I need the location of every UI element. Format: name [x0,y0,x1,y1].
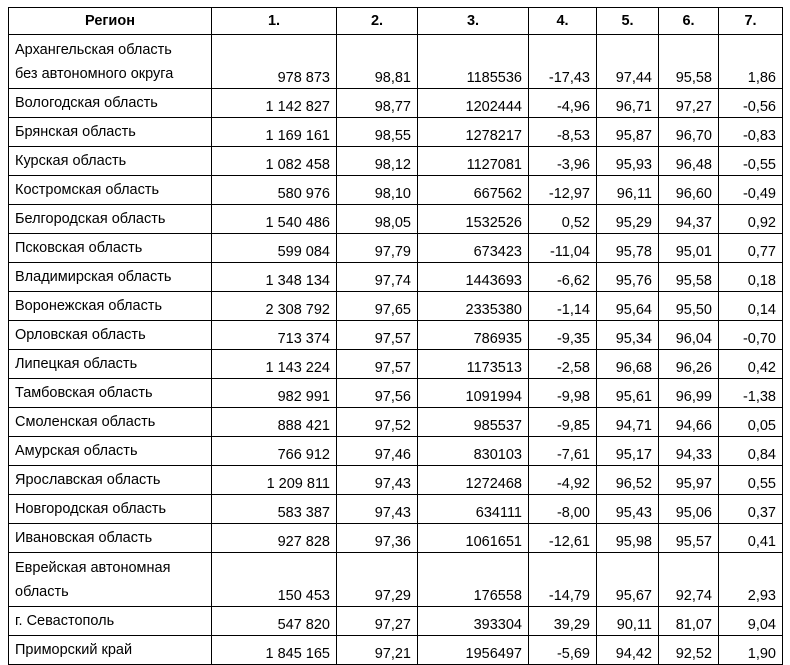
region-name-cell [9,292,212,321]
value-cell-col-1: 1 082 458 [212,147,337,176]
value-cell-col-4: -5,69 [529,636,597,665]
value-cell-col-6: 92,52 [659,636,719,665]
value-cell-col-1: 1 142 827 [212,89,337,118]
region-name-cell [9,147,212,176]
column-header-5: 5. [597,8,659,35]
value-cell-col-3: 1956497 [418,636,529,665]
region-name-cell [9,636,212,665]
region-name-line: г. Севастополь [15,613,115,629]
value-cell-col-5: 95,43 [597,495,659,524]
value-cell-col-2: 97,36 [337,524,418,553]
value-cell-col-6: 95,06 [659,495,719,524]
value-cell-col-3: 1127081 [418,147,529,176]
value-cell-col-5: 94,71 [597,408,659,437]
value-cell-col-2: 97,43 [337,495,418,524]
value-cell-col-5: 95,76 [597,263,659,292]
value-cell-col-3: 1272468 [418,466,529,495]
value-cell-col-3: 2335380 [418,292,529,321]
value-cell-col-1: 1 209 811 [212,466,337,495]
region-name-line: без автономного округа [15,66,174,82]
value-cell-col-3: 393304 [418,607,529,636]
value-cell-col-2: 97,79 [337,234,418,263]
value-cell-col-4: -4,92 [529,466,597,495]
table-row [9,466,783,495]
value-cell-col-4: -9,35 [529,321,597,350]
value-cell-col-5: 95,87 [597,118,659,147]
value-cell-col-3: 786935 [418,321,529,350]
value-cell-col-4: -14,79 [529,553,597,607]
value-cell-col-1: 1 143 224 [212,350,337,379]
value-cell-col-5: 95,29 [597,205,659,234]
value-cell-col-5: 95,78 [597,234,659,263]
value-cell-col-5: 95,17 [597,437,659,466]
region-name-cell [9,176,212,205]
table-row [9,234,783,263]
value-cell-col-7: -0,83 [719,118,783,147]
value-cell-col-5: 97,44 [597,35,659,89]
value-cell-col-6: 97,27 [659,89,719,118]
value-cell-col-1: 927 828 [212,524,337,553]
value-cell-col-3: 667562 [418,176,529,205]
region-name-cell [9,263,212,292]
value-cell-col-6: 92,74 [659,553,719,607]
value-cell-col-5: 95,67 [597,553,659,607]
value-cell-col-7: 1,90 [719,636,783,665]
table-row [9,636,783,665]
value-cell-col-3: 176558 [418,553,529,607]
table-row [9,437,783,466]
value-cell-col-6: 95,58 [659,35,719,89]
value-cell-col-7: 9,04 [719,607,783,636]
value-cell-col-7: 0,05 [719,408,783,437]
table-row [9,379,783,408]
region-name-line: Псковская область [15,240,143,256]
value-cell-col-4: -9,98 [529,379,597,408]
value-cell-col-6: 94,66 [659,408,719,437]
value-cell-col-1: 583 387 [212,495,337,524]
value-cell-col-1: 580 976 [212,176,337,205]
value-cell-col-2: 98,10 [337,176,418,205]
column-header-2: 2. [337,8,418,35]
value-cell-col-3: 1061651 [418,524,529,553]
value-cell-col-6: 95,01 [659,234,719,263]
value-cell-col-5: 95,98 [597,524,659,553]
region-name-line: Тамбовская область [15,385,153,401]
region-name-cell [9,321,212,350]
value-cell-col-4: -4,96 [529,89,597,118]
value-cell-col-1: 982 991 [212,379,337,408]
value-cell-col-5: 96,71 [597,89,659,118]
region-name-cell [9,205,212,234]
region-name-line: Липецкая область [15,356,138,372]
region-name-line: Белгородская область [15,211,166,227]
table-header-row [9,8,783,35]
value-cell-col-2: 97,57 [337,321,418,350]
region-name-cell [9,350,212,379]
value-cell-col-7: 2,93 [719,553,783,607]
value-cell-col-7: -0,49 [719,176,783,205]
value-cell-col-7: 0,18 [719,263,783,292]
region-name-line: Приморский край [15,642,133,658]
value-cell-col-4: -3,96 [529,147,597,176]
value-cell-col-7: -0,70 [719,321,783,350]
table-row [9,89,783,118]
value-cell-col-3: 830103 [418,437,529,466]
value-cell-col-2: 98,81 [337,35,418,89]
table-row [9,350,783,379]
value-cell-col-1: 1 540 486 [212,205,337,234]
region-name-cell [9,437,212,466]
value-cell-col-4: -17,43 [529,35,597,89]
value-cell-col-1: 1 845 165 [212,636,337,665]
value-cell-col-1: 978 873 [212,35,337,89]
region-name-line: Амурская область [15,443,138,459]
value-cell-col-4: -6,62 [529,263,597,292]
value-cell-col-6: 96,26 [659,350,719,379]
value-cell-col-6: 96,70 [659,118,719,147]
value-cell-col-5: 95,64 [597,292,659,321]
column-header-6: 6. [659,8,719,35]
value-cell-col-2: 97,65 [337,292,418,321]
value-cell-col-7: -0,55 [719,147,783,176]
region-name-line: Владимирская область [15,269,172,285]
table-row [9,263,783,292]
value-cell-col-2: 98,77 [337,89,418,118]
region-name-cell [9,466,212,495]
region-name-line: Воронежская область [15,298,163,314]
region-name-cell [9,89,212,118]
value-cell-col-6: 81,07 [659,607,719,636]
value-cell-col-2: 97,52 [337,408,418,437]
table-row [9,607,783,636]
value-cell-col-3: 1091994 [418,379,529,408]
region-name-line: Ивановская область [15,530,153,546]
value-cell-col-1: 150 453 [212,553,337,607]
value-cell-col-3: 1185536 [418,35,529,89]
value-cell-col-4: -9,85 [529,408,597,437]
value-cell-col-6: 94,37 [659,205,719,234]
value-cell-col-3: 1278217 [418,118,529,147]
region-name-cell [9,524,212,553]
region-name-line: Новгородская область [15,501,167,517]
value-cell-col-3: 1202444 [418,89,529,118]
value-cell-col-3: 1532526 [418,205,529,234]
value-cell-col-2: 97,46 [337,437,418,466]
region-name-line: Еврейская автономная [15,560,171,576]
region-name-line: Вологодская область [15,95,158,111]
value-cell-col-7: 0,37 [719,495,783,524]
value-cell-col-2: 97,21 [337,636,418,665]
region-name-line: Костромская область [15,182,160,198]
value-cell-col-7: 0,84 [719,437,783,466]
region-name-line: Архангельская область [15,42,172,58]
value-cell-col-2: 97,29 [337,553,418,607]
table-row [9,292,783,321]
value-cell-col-2: 97,27 [337,607,418,636]
region-name-cell [9,495,212,524]
value-cell-col-5: 94,42 [597,636,659,665]
value-cell-col-3: 1443693 [418,263,529,292]
table-row [9,35,783,89]
value-cell-col-4: -8,53 [529,118,597,147]
value-cell-col-2: 97,56 [337,379,418,408]
value-cell-col-1: 1 348 134 [212,263,337,292]
table-body [9,35,783,665]
value-cell-col-5: 95,93 [597,147,659,176]
value-cell-col-7: -1,38 [719,379,783,408]
region-name-line: Курская область [15,153,127,169]
table-row [9,495,783,524]
value-cell-col-4: -7,61 [529,437,597,466]
value-cell-col-5: 95,61 [597,379,659,408]
value-cell-col-2: 97,43 [337,466,418,495]
value-cell-col-1: 713 374 [212,321,337,350]
value-cell-col-6: 95,58 [659,263,719,292]
value-cell-col-3: 1173513 [418,350,529,379]
region-statistics-table [8,7,783,665]
value-cell-col-2: 97,74 [337,263,418,292]
column-header-4: 4. [529,8,597,35]
value-cell-col-4: -1,14 [529,292,597,321]
value-cell-col-7: 0,14 [719,292,783,321]
value-cell-col-4: -8,00 [529,495,597,524]
value-cell-col-6: 96,04 [659,321,719,350]
region-name-line: область [15,584,69,600]
region-name-line: Ярославская область [15,472,161,488]
value-cell-col-3: 985537 [418,408,529,437]
value-cell-col-6: 96,99 [659,379,719,408]
table-row [9,553,783,607]
column-header-region: Регион [9,8,212,35]
value-cell-col-1: 766 912 [212,437,337,466]
value-cell-col-1: 547 820 [212,607,337,636]
table-row [9,408,783,437]
value-cell-col-6: 95,97 [659,466,719,495]
region-name-cell [9,408,212,437]
value-cell-col-6: 95,57 [659,524,719,553]
table-row [9,147,783,176]
table-row [9,176,783,205]
region-name-line: Смоленская область [15,414,156,430]
value-cell-col-5: 96,11 [597,176,659,205]
value-cell-col-1: 888 421 [212,408,337,437]
region-name-cell [9,234,212,263]
value-cell-col-5: 95,34 [597,321,659,350]
region-name-cell [9,553,212,607]
value-cell-col-7: -0,56 [719,89,783,118]
value-cell-col-6: 95,50 [659,292,719,321]
region-name-cell [9,35,212,89]
value-cell-col-2: 97,57 [337,350,418,379]
value-cell-col-7: 1,86 [719,35,783,89]
value-cell-col-6: 94,33 [659,437,719,466]
value-cell-col-7: 0,42 [719,350,783,379]
column-header-1: 1. [212,8,337,35]
value-cell-col-2: 98,12 [337,147,418,176]
value-cell-col-4: 0,52 [529,205,597,234]
value-cell-col-7: 0,55 [719,466,783,495]
value-cell-col-2: 98,05 [337,205,418,234]
value-cell-col-7: 0,77 [719,234,783,263]
table-row [9,205,783,234]
region-name-line: Орловская область [15,327,146,343]
value-cell-col-5: 90,11 [597,607,659,636]
value-cell-col-2: 98,55 [337,118,418,147]
region-name-line: Брянская область [15,124,136,140]
value-cell-col-5: 96,68 [597,350,659,379]
region-name-cell [9,118,212,147]
region-name-cell [9,379,212,408]
value-cell-col-1: 599 084 [212,234,337,263]
value-cell-col-4: -11,04 [529,234,597,263]
value-cell-col-4: -12,97 [529,176,597,205]
table-row [9,118,783,147]
value-cell-col-3: 673423 [418,234,529,263]
value-cell-col-1: 1 169 161 [212,118,337,147]
column-header-3: 3. [418,8,529,35]
value-cell-col-7: 0,41 [719,524,783,553]
value-cell-col-4: -12,61 [529,524,597,553]
region-name-cell [9,607,212,636]
value-cell-col-7: 0,92 [719,205,783,234]
value-cell-col-1: 2 308 792 [212,292,337,321]
value-cell-col-4: -2,58 [529,350,597,379]
value-cell-col-6: 96,60 [659,176,719,205]
table-row [9,321,783,350]
value-cell-col-4: 39,29 [529,607,597,636]
value-cell-col-6: 96,48 [659,147,719,176]
column-header-7: 7. [719,8,783,35]
value-cell-col-5: 96,52 [597,466,659,495]
table-row [9,524,783,553]
value-cell-col-3: 634111 [418,495,529,524]
